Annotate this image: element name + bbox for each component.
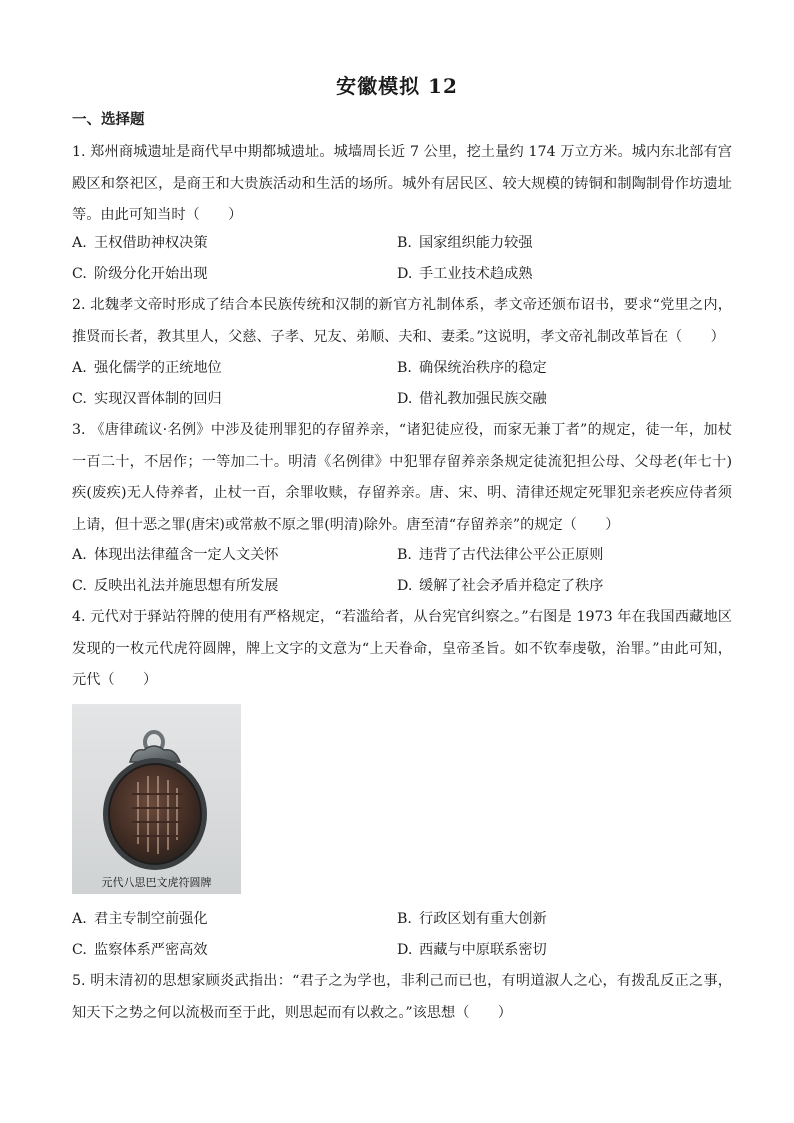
option-text: 王权借助神权决策 <box>94 235 208 251</box>
option-letter: B. <box>397 911 412 927</box>
option-letter: B. <box>397 235 412 251</box>
option-text: 违背了古代法律公平公正原则 <box>419 547 604 563</box>
option-letter: C. <box>72 266 87 282</box>
q4-option-b[interactable] <box>397 909 547 929</box>
option-text: 借礼教加强民族交融 <box>419 391 547 407</box>
option-text: 体现出法律蕴含一定人文关怀 <box>94 547 279 563</box>
q1-option-a[interactable] <box>72 233 208 253</box>
option-text: 君主专制空前强化 <box>94 911 208 927</box>
q4-option-d[interactable] <box>397 940 547 960</box>
q1-option-d[interactable] <box>397 264 533 284</box>
q1-option-c[interactable] <box>72 264 208 284</box>
section-heading: 一、选择题 <box>72 111 145 128</box>
option-letter: D. <box>397 266 413 282</box>
option-letter: A. <box>72 911 87 927</box>
q3-option-b[interactable] <box>397 545 603 565</box>
q2-option-a[interactable] <box>72 358 222 378</box>
option-letter: A. <box>72 235 87 251</box>
option-text: 国家组织能力较强 <box>419 235 533 251</box>
option-letter: A. <box>72 360 87 376</box>
q4-option-c[interactable] <box>72 940 208 960</box>
option-letter: B. <box>397 360 412 376</box>
option-text: 实现汉晋体制的回归 <box>94 391 222 407</box>
q3-option-c[interactable] <box>72 576 278 596</box>
question-4-stem: 4. 元代对于驿站符牌的使用有严格规定，“若滥给者，从台宪官纠察之。”右图是 1973 年在我国西藏地区发现的一枚元代虎符圆牌，牌上文字的文意为“上天眷命，皇帝圣旨。如不钦奉虔敬，治罪。”由此可知，元代（ ） <box>72 609 732 688</box>
question-1-stem: 1. 郑州商城遗址是商代早中期都城遗址。城墙周长近 7 公里，挖土量约 174 万立方米。城内东北部有宫殿区和祭祀区，是商王和大贵族活动和生活的场所。城外有居民区、较大规模的铸铜和制陶制骨作坊遗址等。由此可知当时（ ） <box>72 144 732 223</box>
tiger-tally-figure <box>72 704 241 894</box>
q3-option-d[interactable] <box>397 576 603 596</box>
option-text: 反映出礼法并施思想有所发展 <box>94 578 279 594</box>
q1-option-b[interactable] <box>397 233 533 253</box>
option-text: 阶级分化开始出现 <box>94 266 208 282</box>
q2-option-b[interactable] <box>397 358 547 378</box>
option-text: 缓解了社会矛盾并稳定了秩序 <box>419 578 604 594</box>
q3-option-a[interactable] <box>72 545 278 565</box>
option-text: 监察体系严密高效 <box>94 942 208 958</box>
option-letter: C. <box>72 942 87 958</box>
option-text: 手工业技术趋成熟 <box>419 266 533 282</box>
option-letter: C. <box>72 391 87 407</box>
question-3-stem: 3. 《唐律疏议·名例》中涉及徒刑罪犯的存留养亲，“诸犯徒应役，而家无兼丁者”的规定，徒一年，加杖一百二十，不居作；一等加二十。明清《名例律》中犯罪存留养亲条规定徒流犯担公母、父母老(年七十)疾(废疾)无人侍养者，止杖一百，余罪收赎，存留养亲。唐、宋、明、清律还规定死罪犯亲老疾应侍者须上请，但十恶之罪(唐宋)或常赦不原之罪(明清)除外。唐至清“存留养亲”的规定（ ） <box>72 422 732 533</box>
question-5-stem: 5. 明末清初的思想家顾炎武指出：“君子之为学也，非利己而已也，有明道淑人之心，有拨乱反正之事，知天下之势之何以流极而至于此，则思起而有以救之。”该思想（ ） <box>72 973 732 1021</box>
option-text: 强化儒学的正统地位 <box>94 360 222 376</box>
option-letter: C. <box>72 578 87 594</box>
q4-option-a[interactable] <box>72 909 208 929</box>
option-letter: A. <box>72 547 87 563</box>
tiger-tally-medallion-icon <box>72 704 241 872</box>
option-letter: B. <box>397 547 412 563</box>
question-2-stem: 2. 北魏孝文帝时形成了结合本民族传统和汉制的新官方礼制体系，孝文帝还颁布诏书，要求“党里之内，推贤而长者，教其里人，父慈、子孝、兄友、弟顺、夫和、妻柔。”这说明，孝文帝礼制改革旨在（ ） <box>72 297 732 345</box>
option-text: 确保统治秩序的稳定 <box>419 360 547 376</box>
option-letter: D. <box>397 578 413 594</box>
figure-caption: 元代八思巴文虎符圆牌 <box>101 876 212 889</box>
page-title: 安徽模拟 12 <box>336 74 458 98</box>
option-text: 行政区划有重大创新 <box>419 911 547 927</box>
option-letter: D. <box>397 942 413 958</box>
option-letter: D. <box>397 391 413 407</box>
q2-option-c[interactable] <box>72 389 222 409</box>
option-text: 西藏与中原联系密切 <box>419 942 547 958</box>
q2-option-d[interactable] <box>397 389 547 409</box>
